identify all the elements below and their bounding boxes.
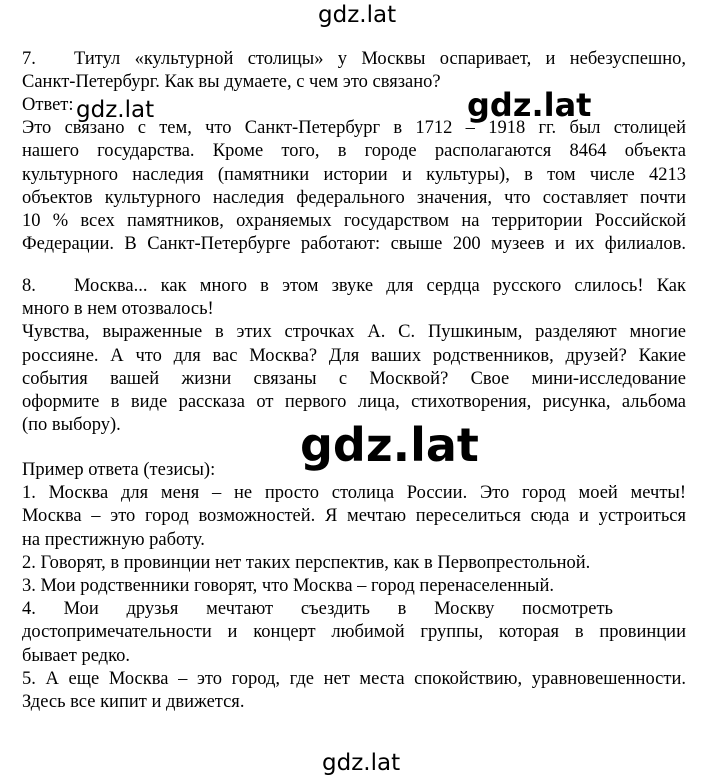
question-8-text-line: оформите в виде рассказа от первого лица, стихотворения, рисунка, альбома (22, 392, 686, 413)
answer-8-point: 5. А еще Москва – это город, где нет места спокойствию, уравновешенности. (22, 668, 686, 689)
answer-7-label: Ответ: (22, 95, 74, 115)
question-7-number: 7. (22, 49, 36, 69)
answer-7-line: нашего государства. Кроме того, в городе располагаются 8464 объекта (22, 141, 686, 162)
answer-8-point: бывает редко. (22, 645, 131, 666)
answer-7-line: 10 % всех памятников, охраняемых государством на территории Российской (22, 211, 686, 232)
answer-8-point: Москва – это город возможностей. Я мечтаю переселиться сюда и устроиться (22, 506, 686, 527)
question-8-text-line: (по выбору). (22, 415, 121, 436)
question-7-line-2: Санкт-Петербург. Как вы думаете, с чем это связано? (22, 72, 441, 93)
question-8-text-line: россияне. А что для вас Москва? Для ваших родственников, друзей? Какие (22, 345, 686, 366)
question-8-number: 8. (22, 276, 36, 296)
answer-8-point: достопримечательности и концерт любимой группы, которая в провинции (22, 622, 686, 643)
question-7-line-1: Титул «культурной столицы» у Москвы оспаривает, и небезуспешно, (74, 49, 686, 69)
watermark-right: gdz.lat (467, 86, 592, 124)
question-8-text-line: события вашей жизни связаны с Москвой? Свое мини-исследование (22, 368, 686, 389)
watermark-inline: gdz.lat (76, 97, 155, 123)
answer-7-line: Это связано с тем, что Санкт-Петербург в 1712 – 1918 гг. был столицей (22, 118, 686, 139)
watermark-top: gdz.lat (318, 2, 397, 28)
answer-7-line: объектов культурного наследия федерального значения, что составляет почти (22, 187, 686, 208)
answer-8-point: на престижную работу. (22, 529, 205, 550)
question-8 (22, 275, 686, 437)
answer-8-point: 3. Мои родственники говорят, что Москва – город перенаселенный. (22, 576, 554, 597)
answer-8-point: 1. Москва для меня – не просто столица России. Это город моей мечты! (22, 483, 686, 504)
answer-8-point: 2. Говорят, в провинции нет таких перспектив, как в Первопрестольной. (22, 552, 591, 573)
answer-8-point: Здесь все кипит и движется. (22, 692, 245, 713)
question-8-text-line: Чувства, выраженные в этих строчках А. С. Пушкиным, разделяют многие (22, 322, 686, 343)
answer-8-point: 4. Мои друзья мечтают съездить в Москву посмотреть (22, 599, 613, 620)
watermark-bottom: gdz.lat (322, 750, 401, 776)
watermark-center: gdz.lat (300, 418, 479, 472)
answer-7-line: культурного наследия (памятники истории и культуры), в том числе 4213 (22, 164, 686, 185)
answer-8 (22, 459, 686, 714)
answer-8-label: Пример ответа (тезисы): (22, 460, 216, 480)
question-8-line-2: много в нем отозвалось! (22, 299, 214, 320)
question-8-line-1: Москва... как много в этом звуке для сердца русского слилось! Как (74, 276, 686, 296)
answer-7-line: Федерации. В Санкт-Петербурге работают: свыше 200 музеев и их филиалов. (22, 234, 686, 255)
